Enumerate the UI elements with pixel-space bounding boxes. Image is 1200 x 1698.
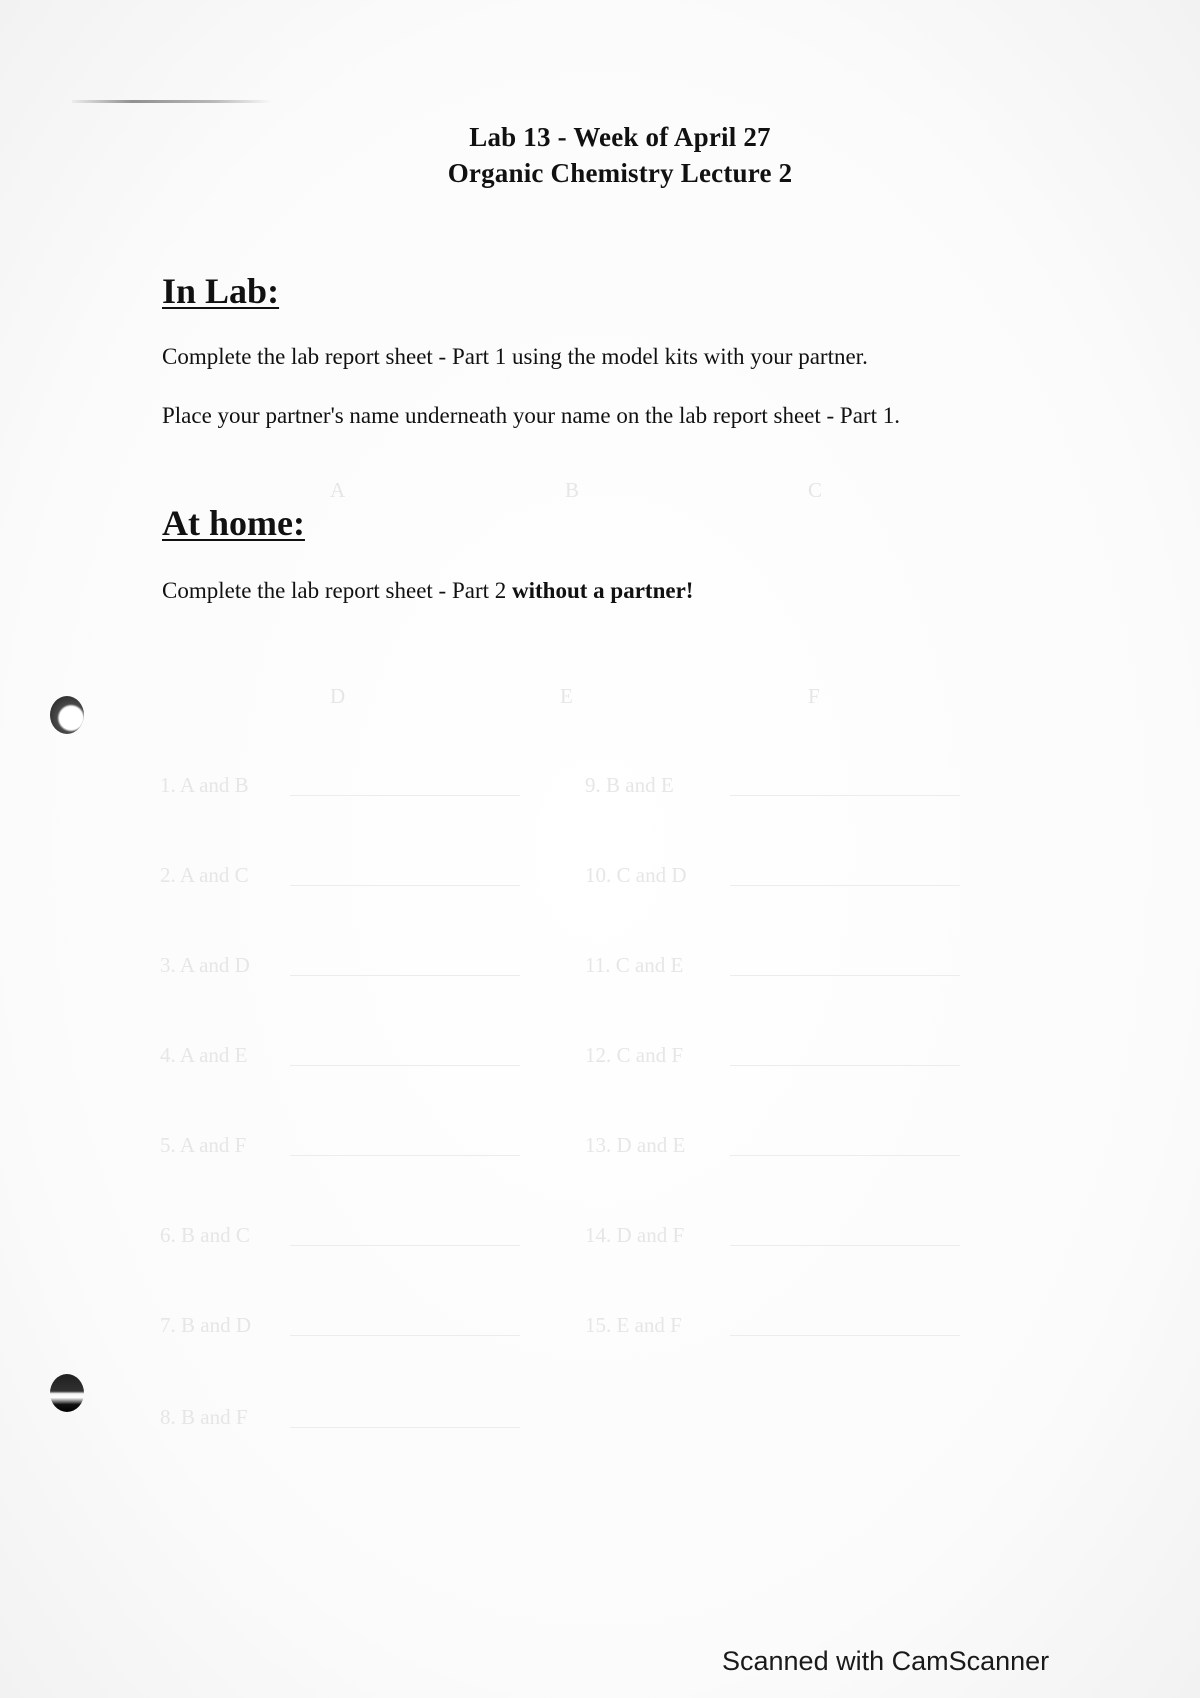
ghost-pair-right: 14. D and F — [585, 1223, 685, 1247]
ghost-pair-right: 9. B and E — [585, 773, 674, 797]
punch-hole-icon — [50, 696, 84, 734]
at-home-instruction — [162, 578, 693, 604]
ghost-answer-line — [730, 795, 960, 796]
ghost-answer-line — [290, 975, 520, 976]
at-home-instruction-emphasis: without a partner! — [512, 578, 694, 603]
ghost-compound-label: F — [808, 684, 820, 708]
ghost-pair-right: 11. C and E — [585, 953, 684, 977]
ghost-compound-label: E — [560, 684, 573, 708]
ghost-answer-line — [290, 795, 520, 796]
ghost-pair-left: 7. B and D — [160, 1313, 251, 1337]
ghost-pair-left: 1. A and B — [160, 773, 249, 797]
ghost-answer-line — [730, 975, 960, 976]
ghost-answer-line — [290, 885, 520, 886]
ghost-pair-left: 5. A and F — [160, 1133, 247, 1157]
in-lab-instruction-2: Place your partner's name underneath your name on the lab report sheet - Part 1. — [162, 403, 900, 428]
page-subtitle: Organic Chemistry Lecture 2 — [447, 158, 793, 188]
camscanner-watermark: Scanned with CamScanner — [722, 1646, 1050, 1676]
ghost-answer-line — [290, 1335, 520, 1336]
ghost-pair-left: 8. B and F — [160, 1405, 248, 1429]
in-lab-instruction-1: Complete the lab report sheet - Part 1 using the model kits with your partner. — [162, 344, 868, 369]
at-home-instruction-text: Complete the lab report sheet - Part 2 — [162, 578, 513, 603]
ghost-answer-line — [290, 1155, 520, 1156]
ghost-compound-label: D — [330, 684, 346, 708]
at-home-heading: At home: — [162, 503, 305, 543]
ghost-compound-label: C — [808, 478, 823, 502]
page-title: Lab 13 - Week of April 27 — [469, 122, 771, 152]
scan-artifact-streak — [72, 100, 272, 103]
ghost-pair-left: 3. A and D — [160, 953, 250, 977]
ghost-answer-line — [730, 1335, 960, 1336]
ghost-answer-line — [730, 1245, 960, 1246]
ghost-pair-right: 15. E and F — [585, 1313, 682, 1337]
ghost-pair-right: 13. D and E — [585, 1133, 686, 1157]
ghost-answer-line — [730, 1155, 960, 1156]
ghost-pair-right: 10. C and D — [585, 863, 687, 887]
ghost-pair-right: 12. C and F — [585, 1043, 684, 1067]
ghost-compound-label: B — [565, 478, 580, 502]
ghost-answer-line — [290, 1427, 520, 1428]
ghost-answer-line — [730, 1065, 960, 1066]
ghost-answer-line — [730, 885, 960, 886]
punch-hole-icon — [50, 1374, 84, 1412]
ghost-pair-left: 6. B and C — [160, 1223, 250, 1247]
ghost-compound-label: A — [330, 478, 346, 502]
ghost-pair-left: 2. A and C — [160, 863, 249, 887]
ghost-answer-line — [290, 1065, 520, 1066]
ghost-answer-line — [290, 1245, 520, 1246]
ghost-pair-left: 4. A and E — [160, 1043, 248, 1067]
in-lab-heading: In Lab: — [162, 271, 280, 311]
